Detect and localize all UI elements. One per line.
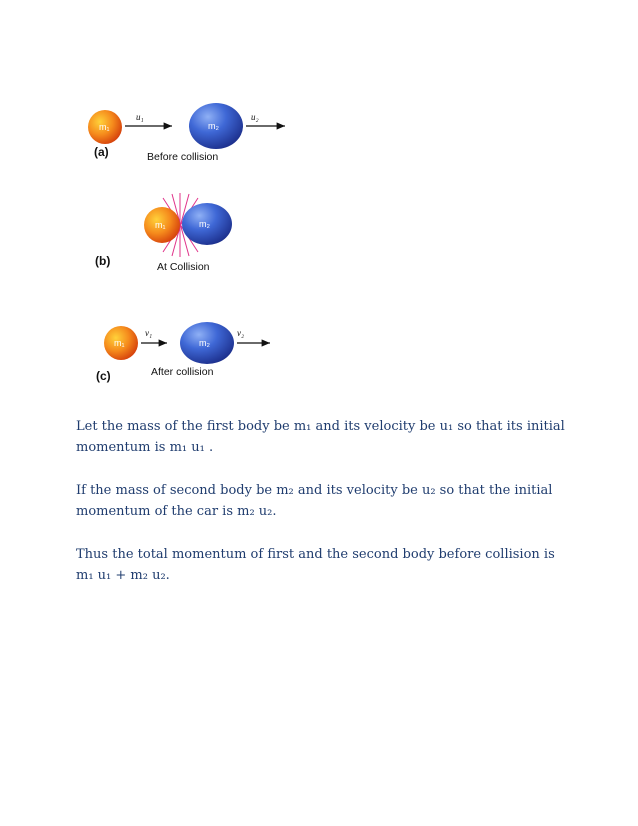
mass1-label: m₁: [114, 338, 125, 348]
panel-a-tag: (a): [94, 145, 109, 159]
velocity1-label: u₁: [136, 112, 144, 122]
paragraph-momentum-first-body: Let the mass of the first body be m₁ and its velocity be u₁ so that its initial momentum is m₁ u₁ .: [76, 419, 565, 455]
mass2-label: m₂: [199, 219, 210, 229]
collision-diagram: [0, 0, 638, 400]
panel-c-tag: (c): [96, 369, 111, 383]
mass1-label: m₁: [155, 220, 166, 230]
mass2-label: m₂: [208, 121, 219, 131]
panel-b: [95, 193, 232, 273]
panel-b-tag: (b): [95, 254, 111, 268]
paragraph-total-momentum: Thus the total momentum of first and the second body before collision is m₁ u₁ + m₂ u₂.: [76, 547, 555, 583]
panel-c-caption: After collision: [151, 366, 214, 378]
velocity2-label: u₂: [251, 112, 259, 122]
panel-a: [88, 103, 285, 163]
panel-c: [96, 322, 270, 383]
velocity2-label: v₂: [237, 328, 245, 338]
panel-b-caption: At Collision: [157, 261, 210, 273]
panel-a-caption: Before collision: [147, 151, 219, 163]
paragraph-momentum-second-body: If the mass of second body be m₂ and its velocity be u₂ so that the initial momentum of the car is m₂ u₂.: [76, 483, 553, 519]
mass2-label: m₂: [199, 338, 210, 348]
mass1-label: m₁: [99, 122, 110, 132]
velocity1-label: v₁: [145, 328, 153, 338]
